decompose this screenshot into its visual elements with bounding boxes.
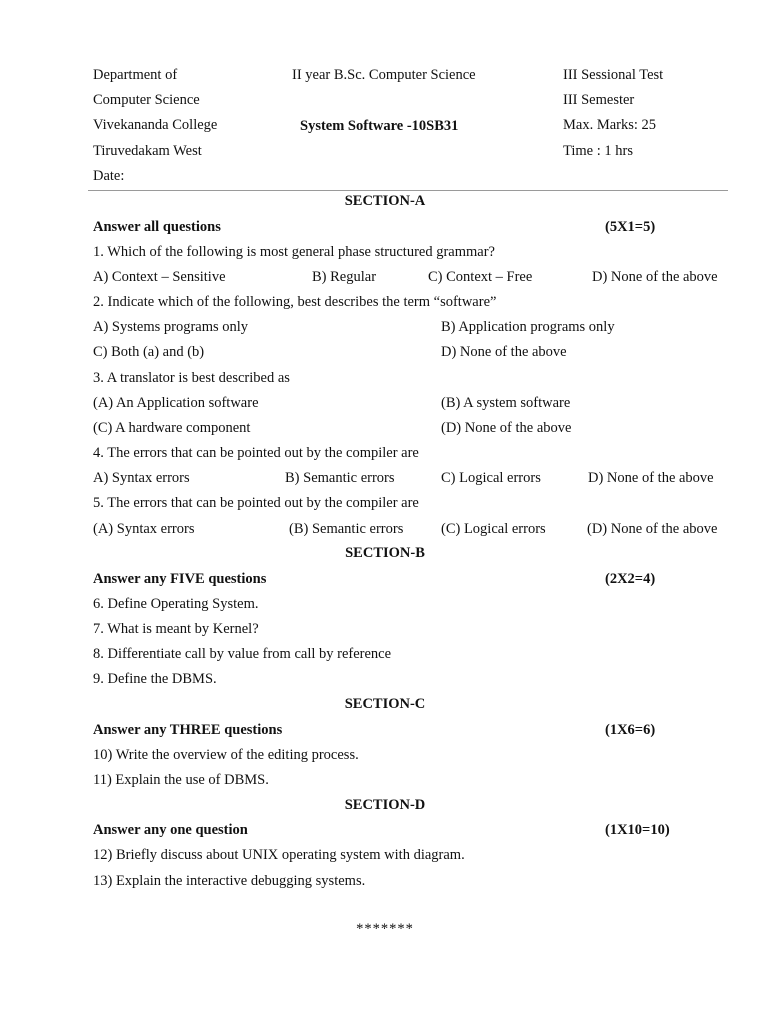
q1-option-a: A) Context – Sensitive [93,269,226,285]
college-name: Vivekananda College [93,117,218,133]
section-a-instruction: Answer all questions [93,219,221,235]
section-d-marks: (1X10=10) [605,822,670,838]
q1-option-b: B) Regular [312,269,377,285]
duration: Time : 1 hrs [563,143,633,159]
question-13: 13) Explain the interactive debugging systems. [93,873,366,889]
q3-option-b: (B) A system software [441,395,571,411]
section-c-title: SECTION-C [344,696,426,712]
q5-option-d: (D) None of the above [587,521,718,537]
question-2: 2. Indicate which of the following, best describes the term “software” [93,294,497,310]
q2-option-b: B) Application programs only [441,319,615,335]
q2-option-d: D) None of the above [441,344,567,360]
section-c-instruction: Answer any THREE questions [93,722,283,738]
end-mark: ******* [356,921,414,937]
question-12: 12) Briefly discuss about UNIX operating system with diagram. [93,847,465,863]
question-5: 5. The errors that can be pointed out by the compiler are [93,495,419,511]
q2-option-c: C) Both (a) and (b) [93,344,205,360]
q2-option-a: A) Systems programs only [93,319,249,335]
q5-option-c: (C) Logical errors [441,521,546,537]
question-4: 4. The errors that can be pointed out by the compiler are [93,445,419,461]
question-1: 1. Which of the following is most general phase structured grammar? [93,244,495,260]
q4-option-d: D) None of the above [588,470,714,486]
section-c-marks: (1X6=6) [605,722,656,738]
question-7: 7. What is meant by Kernel? [93,621,259,637]
section-a-marks: (5X1=5) [605,219,656,235]
section-a-title: SECTION-A [344,193,426,209]
q1-option-d: D) None of the above [592,269,718,285]
q3-option-c: (C) A hardware component [93,420,251,436]
q4-option-c: C) Logical errors [441,470,541,486]
test-name: III Sessional Test [563,67,664,83]
section-b-title: SECTION-B [345,545,425,561]
q1-option-c: C) Context – Free [428,269,533,285]
section-b-instruction: Answer any FIVE questions [93,571,267,587]
q3-option-d: (D) None of the above [441,420,572,436]
q5-option-b: (B) Semantic errors [289,521,404,537]
question-3: 3. A translator is best described as [93,370,290,386]
question-11: 11) Explain the use of DBMS. [93,772,269,788]
q3-option-a: (A) An Application software [93,395,259,411]
question-9: 9. Define the DBMS. [93,671,217,687]
q4-option-b: B) Semantic errors [285,470,395,486]
section-d-instruction: Answer any one question [93,822,248,838]
date-label: Date: [93,168,125,184]
question-6: 6. Define Operating System. [93,596,259,612]
max-marks: Max. Marks: 25 [563,117,657,133]
question-8: 8. Differentiate call by value from call by reference [93,646,392,662]
question-10: 10) Write the overview of the editing process. [93,747,359,763]
department-line1: Department of [93,67,178,83]
subject-title: System Software -10SB31 [300,118,459,134]
semester: III Semester [563,92,635,108]
course-name: II year B.Sc. Computer Science [292,67,476,83]
college-place: Tiruvedakam West [93,143,202,159]
department-line2: Computer Science [93,92,200,108]
q5-option-a: (A) Syntax errors [93,521,195,537]
section-d-title: SECTION-D [344,797,426,813]
q4-option-a: A) Syntax errors [93,470,190,486]
section-b-marks: (2X2=4) [605,571,656,587]
header-divider [88,190,728,191]
